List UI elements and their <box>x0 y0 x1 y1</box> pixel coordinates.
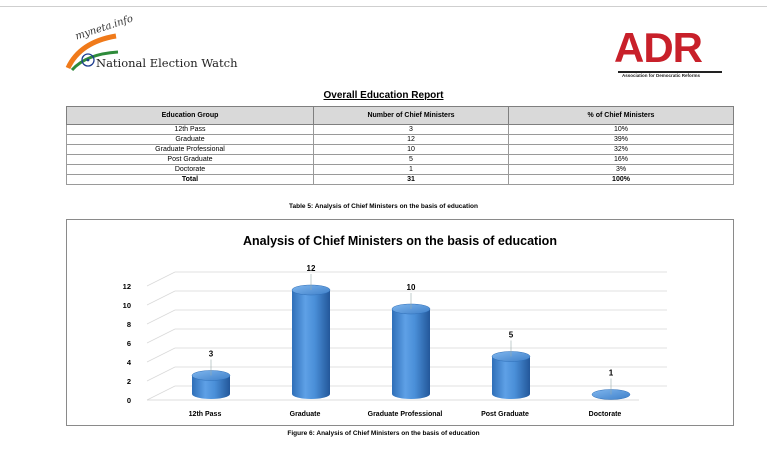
gridline-side <box>147 272 175 286</box>
x-tick-label: Doctorate <box>588 411 622 418</box>
data-label: 12 <box>306 264 316 273</box>
table-row <box>67 135 734 145</box>
education-table <box>66 106 734 185</box>
y-tick-label: 8 <box>126 320 131 329</box>
cell-percent: 32% <box>509 145 734 155</box>
column-header: Education Group <box>67 107 314 125</box>
bar <box>392 304 430 399</box>
figure-caption: Figure 6: Analysis of Chief Ministers on the basis of education <box>287 430 480 437</box>
y-tick-label: 6 <box>126 339 131 348</box>
x-tick-label: Graduate Professional <box>367 411 443 418</box>
bar <box>492 352 530 400</box>
bar-body <box>492 357 530 400</box>
bar-body <box>292 290 330 399</box>
gridline-side <box>147 291 175 305</box>
cell-group: Doctorate <box>67 165 314 175</box>
y-tick-label: 10 <box>122 301 131 310</box>
national-election-watch-text: National Election Watch <box>96 56 238 70</box>
cell-group: Post Graduate <box>67 155 314 165</box>
cell-count: 5 <box>314 155 509 165</box>
cell-percent: 10% <box>509 125 734 135</box>
report-title: Overall Education Report <box>323 90 444 101</box>
table-row <box>67 125 734 135</box>
y-tick-label: 0 <box>126 396 131 405</box>
table-header-row <box>67 107 734 125</box>
x-tick-label: Post Graduate <box>481 411 529 418</box>
chart-container <box>66 219 734 426</box>
column-header: % of Chief Ministers <box>509 107 734 125</box>
gridline-side <box>147 367 175 381</box>
cell-group: Graduate Professional <box>67 145 314 155</box>
data-label: 3 <box>208 349 214 359</box>
myneta-brand-text: myneta.info <box>74 13 135 43</box>
gridline-side <box>147 348 175 362</box>
y-tick-label: 4 <box>126 358 131 367</box>
x-tick-label: Graduate <box>289 411 321 418</box>
adr-logo <box>612 24 732 78</box>
cell-total-percent: 100% <box>509 175 734 185</box>
y-tick-label: 12 <box>122 282 131 291</box>
table-caption: Table 5: Analysis of Chief Ministers on the basis of education <box>289 203 478 210</box>
table-row <box>67 145 734 155</box>
cell-group: Graduate <box>67 135 314 145</box>
gridline-side <box>147 329 175 343</box>
y-tick-label: 2 <box>126 377 131 386</box>
data-label: 1 <box>608 368 614 378</box>
data-label: 5 <box>508 330 514 340</box>
table-row <box>67 155 734 165</box>
adr-acronym: ADR <box>614 24 702 71</box>
table-row <box>67 165 734 175</box>
cell-percent: 16% <box>509 155 734 165</box>
bar-chart <box>67 220 733 425</box>
cell-total-count: 31 <box>314 175 509 185</box>
cell-count: 12 <box>314 135 509 145</box>
top-border-line <box>0 6 767 7</box>
column-header: Number of Chief Ministers <box>314 107 509 125</box>
gridline-side <box>147 386 175 400</box>
cell-count: 3 <box>314 125 509 135</box>
bar-body <box>392 309 430 399</box>
cell-count: 1 <box>314 165 509 175</box>
cell-percent: 3% <box>509 165 734 175</box>
cell-group: 12th Pass <box>67 125 314 135</box>
gridline-side <box>147 310 175 324</box>
chart-title: Analysis of Chief Ministers on the basis of education <box>243 234 557 248</box>
bar <box>292 285 330 399</box>
table-total-row <box>67 175 734 185</box>
cell-percent: 39% <box>509 135 734 145</box>
cell-count: 10 <box>314 145 509 155</box>
data-label: 10 <box>406 283 416 292</box>
national-election-watch-logo <box>60 13 238 75</box>
adr-full-name: Association for Democratic Reforms <box>622 73 701 78</box>
cell-total-label: Total <box>67 175 314 185</box>
x-tick-label: 12th Pass <box>188 411 222 418</box>
